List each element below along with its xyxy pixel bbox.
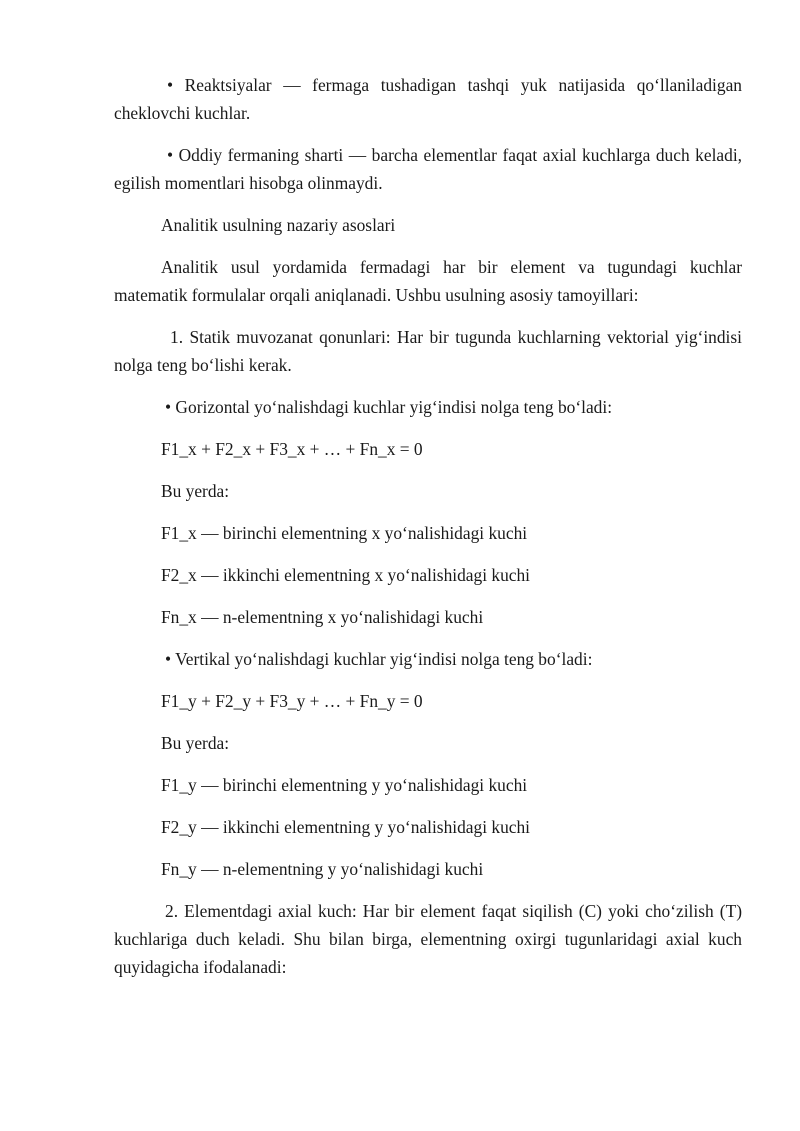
definition-f1x: F1_x — birinchi elementning x yo‘nalishidagi kuchi (161, 523, 528, 543)
numbered-item-2: 2. Elementdagi axial kuch: Har bir element faqat siqilish (C) yoki cho‘zilish (T) kuchlariga duch keladi. Shu bilan birga, elementning oxirgi tugunlaridagi axial kuch quyidagicha ifodalanadi: (114, 901, 742, 977)
bullet-horizontal: • Gorizontal yo‘nalishdagi kuchlar yig‘indisi nolga teng bo‘ladi: (165, 397, 613, 417)
intro-paragraph: Analitik usul yordamida fermadagi har bir element va tugundagi kuchlar matematik formulalar orqali aniqlanadi. Ushbu usulning asosiy tamoyillari: (114, 257, 742, 305)
where-label-y: Bu yerda: (161, 733, 230, 753)
equation-y: F1_y + F2_y + F3_y + … + Fn_y = 0 (161, 691, 423, 711)
bullet-oddiy-ferma: • Oddiy fermaning sharti — barcha elementlar faqat axial kuchlarga duch keladi, egilish momentlari hisobga olinmaydi. (114, 145, 742, 193)
equation-x: F1_x + F2_x + F3_x + … + Fn_x = 0 (161, 439, 423, 459)
document-body (114, 71, 742, 995)
section-heading: Analitik usulning nazariy asoslari (161, 215, 396, 235)
numbered-item-1: 1. Statik muvozanat qonunlari: Har bir tugunda kuchlarning vektorial yig‘indisi nolga teng bo‘lishi kerak. (114, 327, 742, 375)
bullet-vertical: • Vertikal yo‘nalishdagi kuchlar yig‘indisi nolga teng bo‘ladi: (165, 649, 593, 669)
definition-fnx: Fn_x — n-elementning x yo‘nalishidagi kuchi (161, 607, 484, 627)
bullet-reaktsiyalar: • Reaktsiyalar — fermaga tushadigan tashqi yuk natijasida qo‘llaniladigan cheklovchi kuchlar. (114, 75, 742, 123)
where-label-x: Bu yerda: (161, 481, 230, 501)
definition-f2x: F2_x — ikkinchi elementning x yo‘nalishidagi kuchi (161, 565, 531, 585)
definition-f1y: F1_y — birinchi elementning y yo‘nalishidagi kuchi (161, 775, 528, 795)
definition-fny: Fn_y — n-elementning y yo‘nalishidagi kuchi (161, 859, 484, 879)
definition-f2y: F2_y — ikkinchi elementning y yo‘nalishidagi kuchi (161, 817, 531, 837)
